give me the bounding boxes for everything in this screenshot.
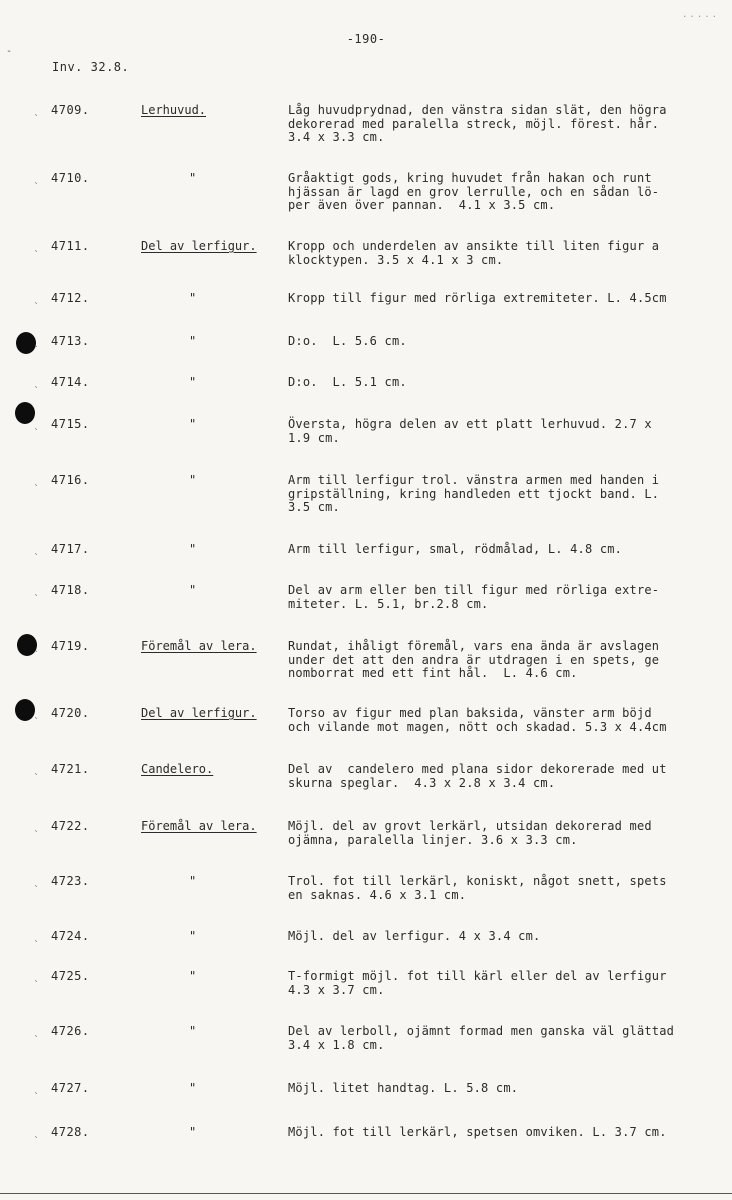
entry-number: 4725.: [51, 969, 90, 983]
margin-tick-mark: ˎ: [33, 764, 40, 775]
entry-description: Rundat, ihåligt föremål, vars ena ända är avslagen under det att den andra är utdragen i en spets, ge nomborrat med ett fint hål. L. 4.6 cm.: [288, 639, 660, 680]
entry-category: Del av lerfigur.: [141, 706, 257, 720]
entry-category: ": [189, 291, 197, 305]
margin-tick-mark: ˎ: [33, 585, 40, 596]
entry-number: 4720.: [51, 706, 90, 720]
entry-description: Del av lerboll, ojämnt formad men ganska väl glättad 3.4 x 1.8 cm.: [288, 1024, 675, 1052]
entry-description: Kropp till figur med rörliga extremiteter. L. 4.5cm: [288, 291, 667, 305]
hole-punch-4: [15, 699, 35, 721]
margin-tick-mark: ˎ: [33, 377, 40, 388]
entry-number: 4719.: [51, 639, 90, 653]
entry-category: ": [189, 874, 197, 888]
entry-category: Candelero.: [141, 762, 214, 776]
entry-description: Översta, högra delen av ett platt lerhuvud. 2.7 x 1.9 cm.: [288, 417, 652, 445]
entry-number: 4710.: [51, 171, 90, 185]
margin-tick-mark: ˎ: [33, 1026, 40, 1037]
margin-tick-mark: ˎ: [33, 475, 40, 486]
entry-description: D:o. L. 5.6 cm.: [288, 334, 407, 348]
margin-tick-mark: ˎ: [33, 293, 40, 304]
margin-tick-mark: ˎ: [33, 971, 40, 982]
margin-tick-mark: ˎ: [33, 173, 40, 184]
entry-category: Del av lerfigur.: [141, 239, 257, 253]
entry-category: Föremål av lera.: [141, 639, 257, 653]
entry-category: ": [189, 473, 197, 487]
entry-number: 4711.: [51, 239, 90, 253]
entry-description: T-formigt möjl. fot till kärl eller del av lerfigur 4.3 x 3.7 cm.: [288, 969, 667, 997]
entry-category: ": [189, 171, 197, 185]
margin-tick-mark: ˎ: [33, 336, 40, 347]
margin-tick-mark: ˎ: [33, 105, 40, 116]
margin-tick-mark: ˎ: [33, 1127, 40, 1138]
entry-category: ": [189, 542, 197, 556]
entry-number: 4726.: [51, 1024, 90, 1038]
entry-description: Gråaktigt gods, kring huvudet från hakan och runt hjässan är lagd en grov lerrulle, och en sådan lö- per även över pannan. 4.1 x 3.5 cm.: [288, 171, 660, 212]
entry-category: Lerhuvud.: [141, 103, 207, 117]
entry-number: 4709.: [51, 103, 90, 117]
entry-number: 4723.: [51, 874, 90, 888]
entry-category: ": [189, 334, 197, 348]
entry-number: 4722.: [51, 819, 90, 833]
entry-description: D:o. L. 5.1 cm.: [288, 375, 407, 389]
entry-number: 4727.: [51, 1081, 90, 1095]
entry-category: ": [189, 1024, 197, 1038]
entry-category: ": [189, 375, 197, 389]
entry-number: 4712.: [51, 291, 90, 305]
margin-tick-mark: ˎ: [33, 419, 40, 430]
entry-description: Möjl. fot till lerkärl, spetsen omviken. L. 3.7 cm.: [288, 1125, 667, 1139]
entry-description: Del av arm eller ben till figur med rörliga extre- miteter. L. 5.1, br.2.8 cm.: [288, 583, 660, 611]
entry-description: Arm till lerfigur trol. vänstra armen med handen i gripställning, kring handleden ett tjockt band. L. 3.5 cm.: [288, 473, 660, 514]
entry-description: Torso av figur med plan baksida, vänster arm böjd och vilande mot magen, nött och skadad. 5.3 x 4.4cm: [288, 706, 667, 734]
bottom-rule: [0, 1193, 732, 1194]
corner-mark: .....: [682, 10, 720, 20]
margin-tick-mark: ˎ: [33, 708, 40, 719]
entry-number: 4717.: [51, 542, 90, 556]
entry-number: 4714.: [51, 375, 90, 389]
entry-description: Möjl. del av grovt lerkärl, utsidan dekorerad med ojämna, paralella linjer. 3.6 x 3.3 cm.: [288, 819, 652, 847]
margin-tick-mark: ˎ: [33, 641, 40, 652]
entry-category: ": [189, 417, 197, 431]
entry-category: ": [189, 969, 197, 983]
entry-number: 4715.: [51, 417, 90, 431]
margin-tick-mark: ˎ: [33, 876, 40, 887]
entry-description: Möjl. litet handtag. L. 5.8 cm.: [288, 1081, 519, 1095]
page-number: -190-: [346, 32, 386, 46]
entry-category: Föremål av lera.: [141, 819, 257, 833]
entry-number: 4721.: [51, 762, 90, 776]
entry-number: 4716.: [51, 473, 90, 487]
entry-category: ": [189, 1125, 197, 1139]
entry-description: Kropp och underdelen av ansikte till liten figur a klocktypen. 3.5 x 4.1 x 3 cm.: [288, 239, 660, 267]
margin-tick-mark: ˎ: [33, 241, 40, 252]
margin-tick-mark: ˎ: [33, 931, 40, 942]
entry-description: Trol. fot till lerkärl, koniskt, något snett, spets en saknas. 4.6 x 3.1 cm.: [288, 874, 667, 902]
entry-number: 4718.: [51, 583, 90, 597]
entry-description: Del av candelero med plana sidor dekorerade med ut skurna speglar. 4.3 x 2.8 x 3.4 cm.: [288, 762, 667, 790]
entry-category: ": [189, 1081, 197, 1095]
entry-description: Låg huvudprydnad, den vänstra sidan slät, den högra dekorerad med paralella streck, möjl. förest. hår. 3.4 x 3.3 cm.: [288, 103, 667, 144]
entry-category: ": [189, 583, 197, 597]
entry-description: Möjl. del av lerfigur. 4 x 3.4 cm.: [288, 929, 541, 943]
hole-punch-2: [15, 402, 35, 424]
entry-category: ": [189, 929, 197, 943]
entry-number: 4724.: [51, 929, 90, 943]
inventory-reference: Inv. 32.8.: [52, 60, 130, 74]
margin-tick-mark: ˎ: [33, 544, 40, 555]
margin-tick-mark: ˎ: [33, 821, 40, 832]
margin-tick-mark: ˎ: [33, 1083, 40, 1094]
entry-number: 4728.: [51, 1125, 90, 1139]
entry-number: 4713.: [51, 334, 90, 348]
entry-description: Arm till lerfigur, smal, rödmålad, L. 4.8 cm.: [288, 542, 623, 556]
edge-mark: -: [6, 46, 13, 57]
